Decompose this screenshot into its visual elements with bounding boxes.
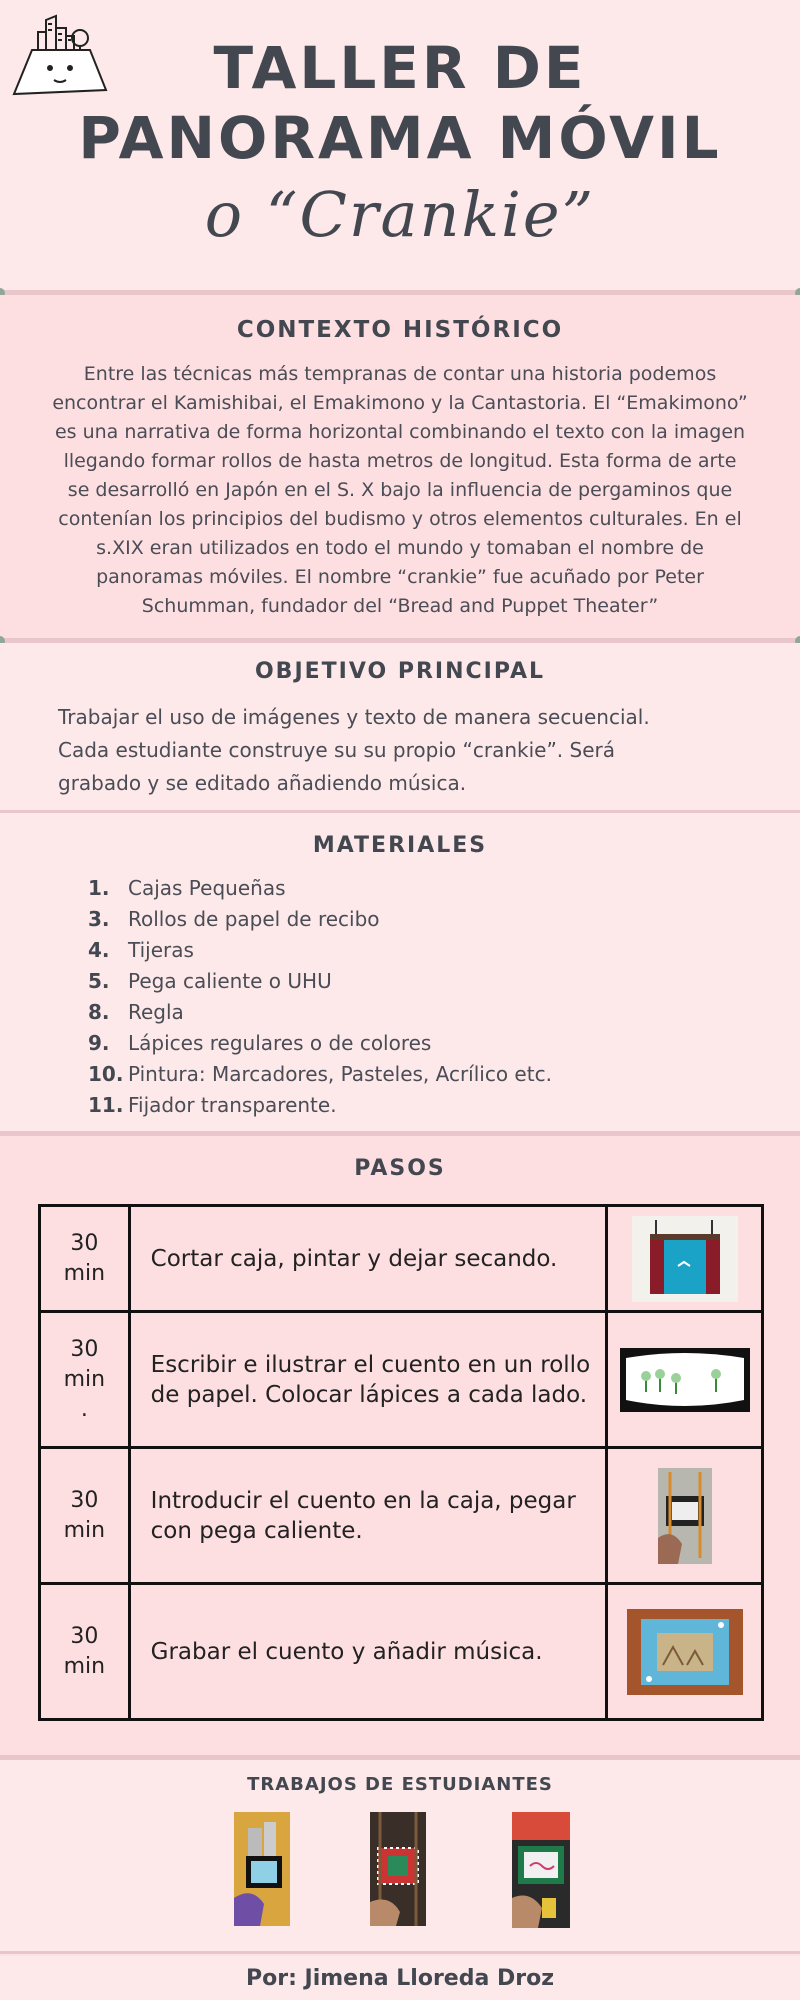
step-time: 30 min <box>40 1448 130 1584</box>
list-item <box>88 966 738 997</box>
list-item-text: Tijeras <box>128 938 194 962</box>
student-work-photo-1-icon <box>234 1812 290 1926</box>
list-item-number: 11. <box>88 1093 124 1117</box>
materiales-section <box>0 813 800 1131</box>
list-item-text: Rollos de papel de recibo <box>128 907 380 931</box>
contexto-line: es una narrativa de forma horizontal combinando el texto con la imagen <box>54 421 746 443</box>
title-line-2: PANORAMA MÓVIL <box>78 104 722 172</box>
contexto-line: Schumman, fundador del “Bread and Puppet Theater” <box>141 595 659 617</box>
contexto-line: s.XIX eran utilizados en todo el mundo y tomaban el nombre de <box>96 537 704 559</box>
box-with-pencils-photo-icon <box>658 1468 712 1564</box>
list-item-number: 3. <box>88 907 110 931</box>
step-image-cell <box>607 1206 763 1312</box>
list-item <box>88 873 738 904</box>
contexto-line: Entre las técnicas más tempranas de contar una historia podemos <box>83 363 717 385</box>
step-image-cell <box>607 1584 763 1720</box>
objetivo-line: Cada estudiante construye su su propio “crankie”. Será <box>58 738 616 762</box>
contexto-line: panoramas móviles. El nombre “crankie” fue acuñado por Peter <box>96 566 704 588</box>
objetivo-line: Trabajar el uso de imágenes y texto de manera secuencial. <box>58 705 650 729</box>
table-row <box>40 1584 763 1720</box>
list-item-number: 10. <box>88 1062 124 1086</box>
footer <box>0 1956 800 2000</box>
list-item-text: Regla <box>128 1000 184 1024</box>
list-item-number: 8. <box>88 1000 110 1024</box>
list-item <box>88 935 738 966</box>
step-time: 30 min <box>40 1584 130 1720</box>
contexto-line: contenían los principios del budismo y otros elementos culturales. En el <box>58 508 742 530</box>
trabajos-heading: TRABAJOS DE ESTUDIANTES <box>247 1774 553 1795</box>
contexto-line: llegando formar rollos de hasta metros de longitud. Esta forma de arte <box>63 450 737 472</box>
step-time: 30 min . <box>40 1312 130 1448</box>
list-item <box>88 1059 738 1090</box>
subtitle-crankie: o “Crankie” <box>204 178 596 251</box>
pasos-section <box>0 1136 800 1756</box>
list-item-text: Cajas Pequeñas <box>128 876 286 900</box>
step-description: Escribir e ilustrar el cuento en un rollo de papel. Colocar lápices a cada lado. <box>129 1312 607 1448</box>
list-item-text: Lápices regulares o de colores <box>128 1031 432 1055</box>
steps-table <box>38 1204 764 1721</box>
contexto-line: encontrar el Kamishibai, el Emakimono y la Cantastoria. El “Emakimono” <box>52 392 748 414</box>
objetivo-line: grabado y se editado añadiendo música. <box>58 771 467 795</box>
box-theater-photo-icon <box>632 1216 738 1302</box>
pasos-heading: PASOS <box>354 1156 446 1181</box>
trabajos-section <box>0 1760 800 1952</box>
materiales-list <box>88 873 738 1121</box>
list-item-text: Pintura: Marcadores, Pasteles, Acrílico etc. <box>128 1062 552 1086</box>
objetivo-section <box>0 643 800 811</box>
list-item-number: 9. <box>88 1031 110 1055</box>
author-byline: Por: Jimena Lloreda Droz <box>245 1966 554 1991</box>
step-time: 30 min <box>40 1206 130 1312</box>
student-work-photo-2-icon <box>370 1812 426 1926</box>
list-item <box>88 1028 738 1059</box>
step-image-cell <box>607 1448 763 1584</box>
step-description: Introducir el cuento en la caja, pegar con pega caliente. <box>129 1448 607 1584</box>
contexto-line: se desarrolló en Japón en el S. X bajo la influencia de pergaminos que <box>67 479 733 501</box>
contexto-heading: CONTEXTO HISTÓRICO <box>236 317 564 343</box>
step-image-cell <box>607 1312 763 1448</box>
step-description: Grabar el cuento y añadir música. <box>129 1584 607 1720</box>
objetivo-heading: OBJETIVO PRINCIPAL <box>254 659 546 684</box>
list-item-number: 1. <box>88 876 110 900</box>
list-item-number: 5. <box>88 969 110 993</box>
divider <box>0 1951 800 1954</box>
materiales-heading: MATERIALES <box>312 833 488 858</box>
contexto-section <box>0 295 800 638</box>
table-row <box>40 1312 763 1448</box>
list-item <box>88 904 738 935</box>
title-line-1: TALLER DE <box>213 34 587 102</box>
table-row <box>40 1206 763 1312</box>
list-item-text: Pega caliente o UHU <box>128 969 332 993</box>
paper-roll-drawing-icon <box>620 1348 750 1412</box>
objetivo-paragraph <box>58 701 758 800</box>
table-row <box>40 1448 763 1584</box>
list-item-number: 4. <box>88 938 110 962</box>
finished-crankie-photo-icon <box>627 1609 743 1695</box>
list-item-text: Fijador transparente. <box>128 1093 337 1117</box>
header <box>0 0 800 290</box>
contexto-paragraph <box>30 360 770 621</box>
list-item <box>88 1090 738 1121</box>
student-work-photo-3-icon <box>512 1812 570 1928</box>
step-description: Cortar caja, pintar y dejar secando. <box>129 1206 607 1312</box>
list-item <box>88 997 738 1028</box>
